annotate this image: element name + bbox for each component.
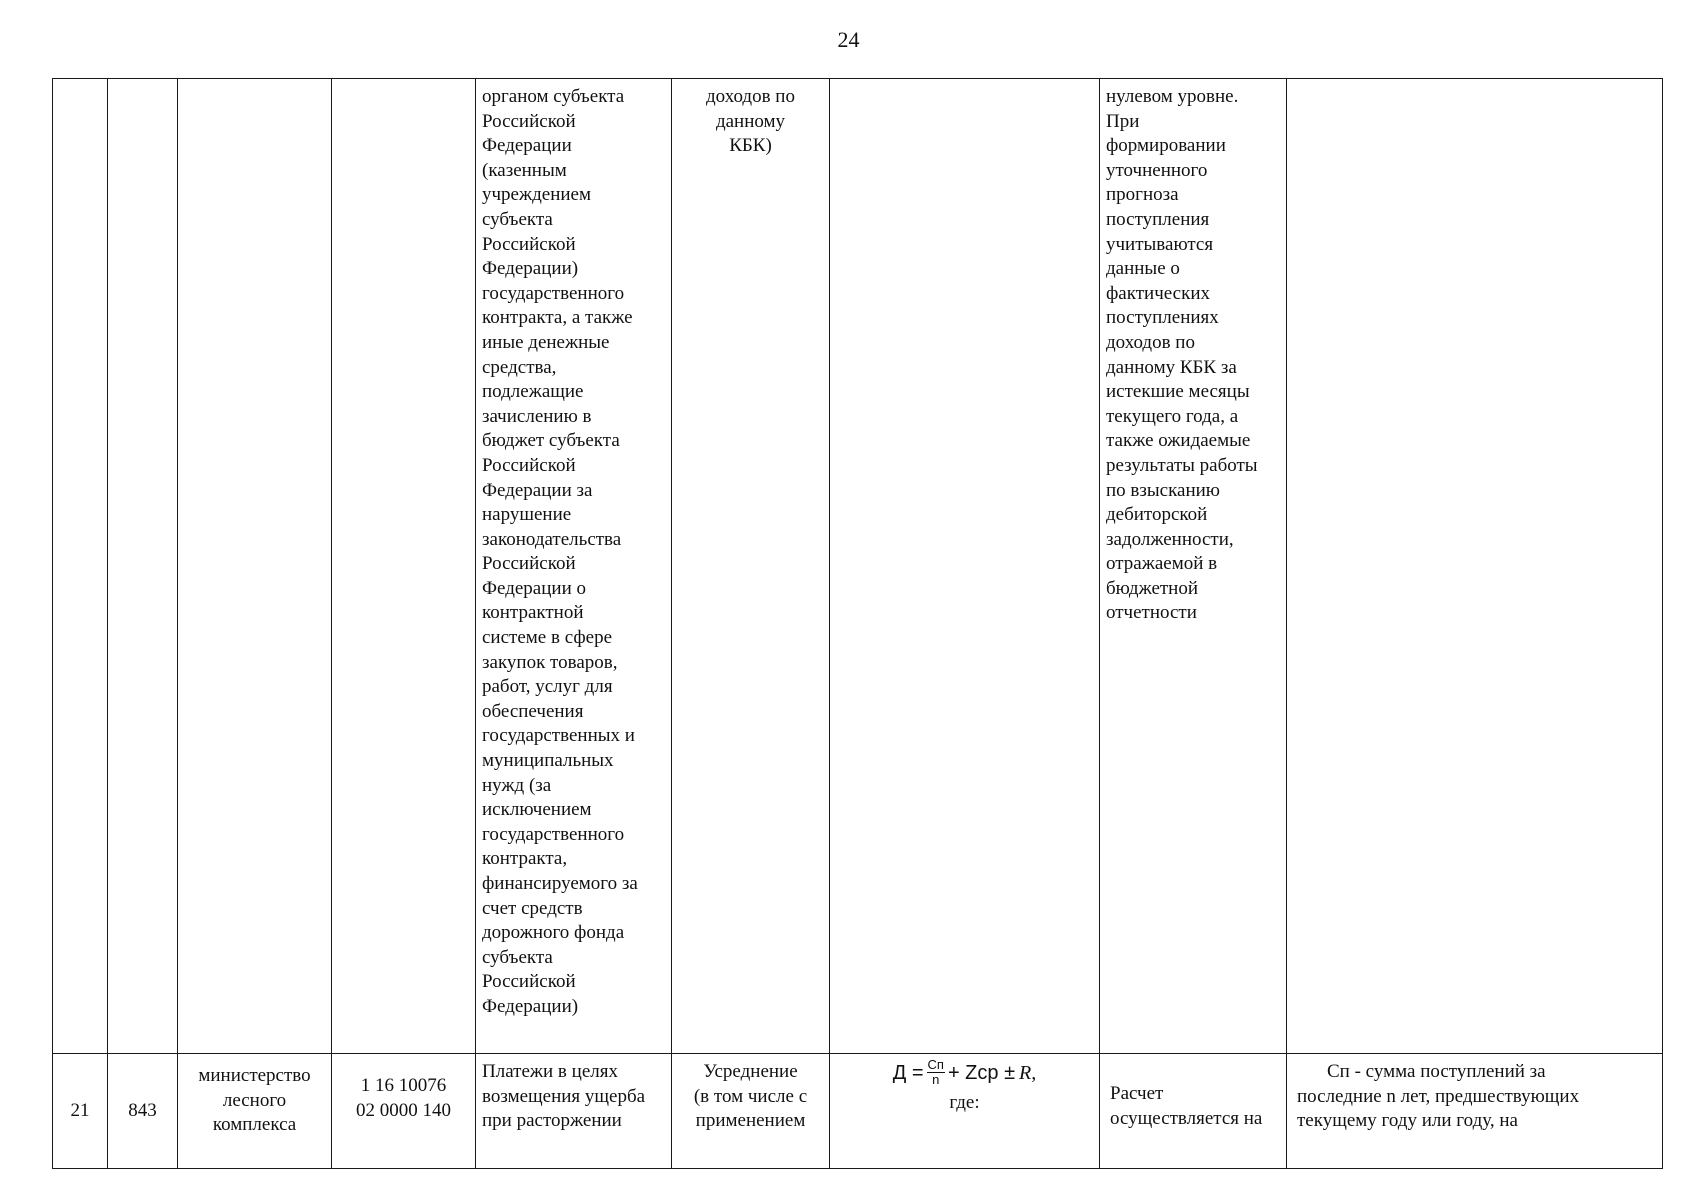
kbk-cell [332,1054,476,1169]
revenue-name-text: органом субъекта Российской Федерации (казенным учреждением субъекта Российской Федерации) государственного контракта, а также иные денежные средства, подлежащие зачислению в бюджет субъекта Российской Федерации за нарушение законодательства Российской Федерации о контрактной системе в сфере закупок товаров, работ, услуг для обеспечения государственных и муниципальных нужд (за исключением государственного контракта, финансируемого за счет средств дорожного фонда субъекта Российской Федерации) [482,86,638,1017]
description-cell [1287,1054,1663,1169]
table-row [53,79,1663,1054]
row-number: 21 [70,1099,90,1121]
admin-code-cell [108,79,178,1054]
calculation-cell [1100,1054,1287,1169]
forecast-formula [893,1058,1037,1087]
calculation-text: нулевом уровне. При формировании уточненного прогноза поступления учитываются данные о фактических поступлениях доходов по данному КБК за истекшие месяцы текущего года, а также ожидаемые результаты работы по взысканию дебиторской задолженности, отражаемой в бюджетной отчетности [1106,86,1258,624]
page-number: 24 [837,27,860,52]
revenue-name-text: Платежи в целях возмещения ущерба при расторжении [482,1061,646,1132]
formula-cell [830,79,1100,1054]
administrator-name: министерство лесного комплекса [198,1065,311,1136]
method-text: Усреднение (в том числе с применением [693,1061,808,1132]
formula-numerator: Сп [927,1057,944,1072]
admin-code: 843 [128,1099,157,1121]
administrator-name-cell [178,79,332,1054]
formula-fraction [927,1058,945,1087]
row-number-cell [53,1054,108,1169]
formula-lhs: Д = [892,1061,924,1084]
method-text: доходов по данному КБК) [706,86,795,157]
revenue-name-cell [476,1054,672,1169]
formula-cell [830,1054,1100,1169]
method-cell [672,79,830,1054]
description-text: Сп - сумма поступлений за последние n лет, предшествующих текущему году или году, на [1297,1061,1580,1132]
revenue-name-cell [476,79,672,1054]
description-cell [1287,79,1663,1054]
calculation-cell [1100,79,1287,1054]
formula-r-term: R, [1019,1061,1037,1084]
revenue-forecast-table [52,78,1663,1169]
method-cell [672,1054,830,1169]
row-number-cell [53,79,108,1054]
formula-terms: + Zср ± [947,1061,1016,1084]
admin-code-cell [108,1054,178,1169]
formula-where: где: [949,1092,980,1113]
kbk-cell [332,79,476,1054]
calculation-text: Расчет осуществляется на [1110,1083,1263,1129]
kbk-code: 1 16 10076 02 0000 140 [356,1075,451,1121]
administrator-name-cell [178,1054,332,1169]
formula-denominator: n [932,1072,940,1087]
table-row [53,1054,1663,1169]
